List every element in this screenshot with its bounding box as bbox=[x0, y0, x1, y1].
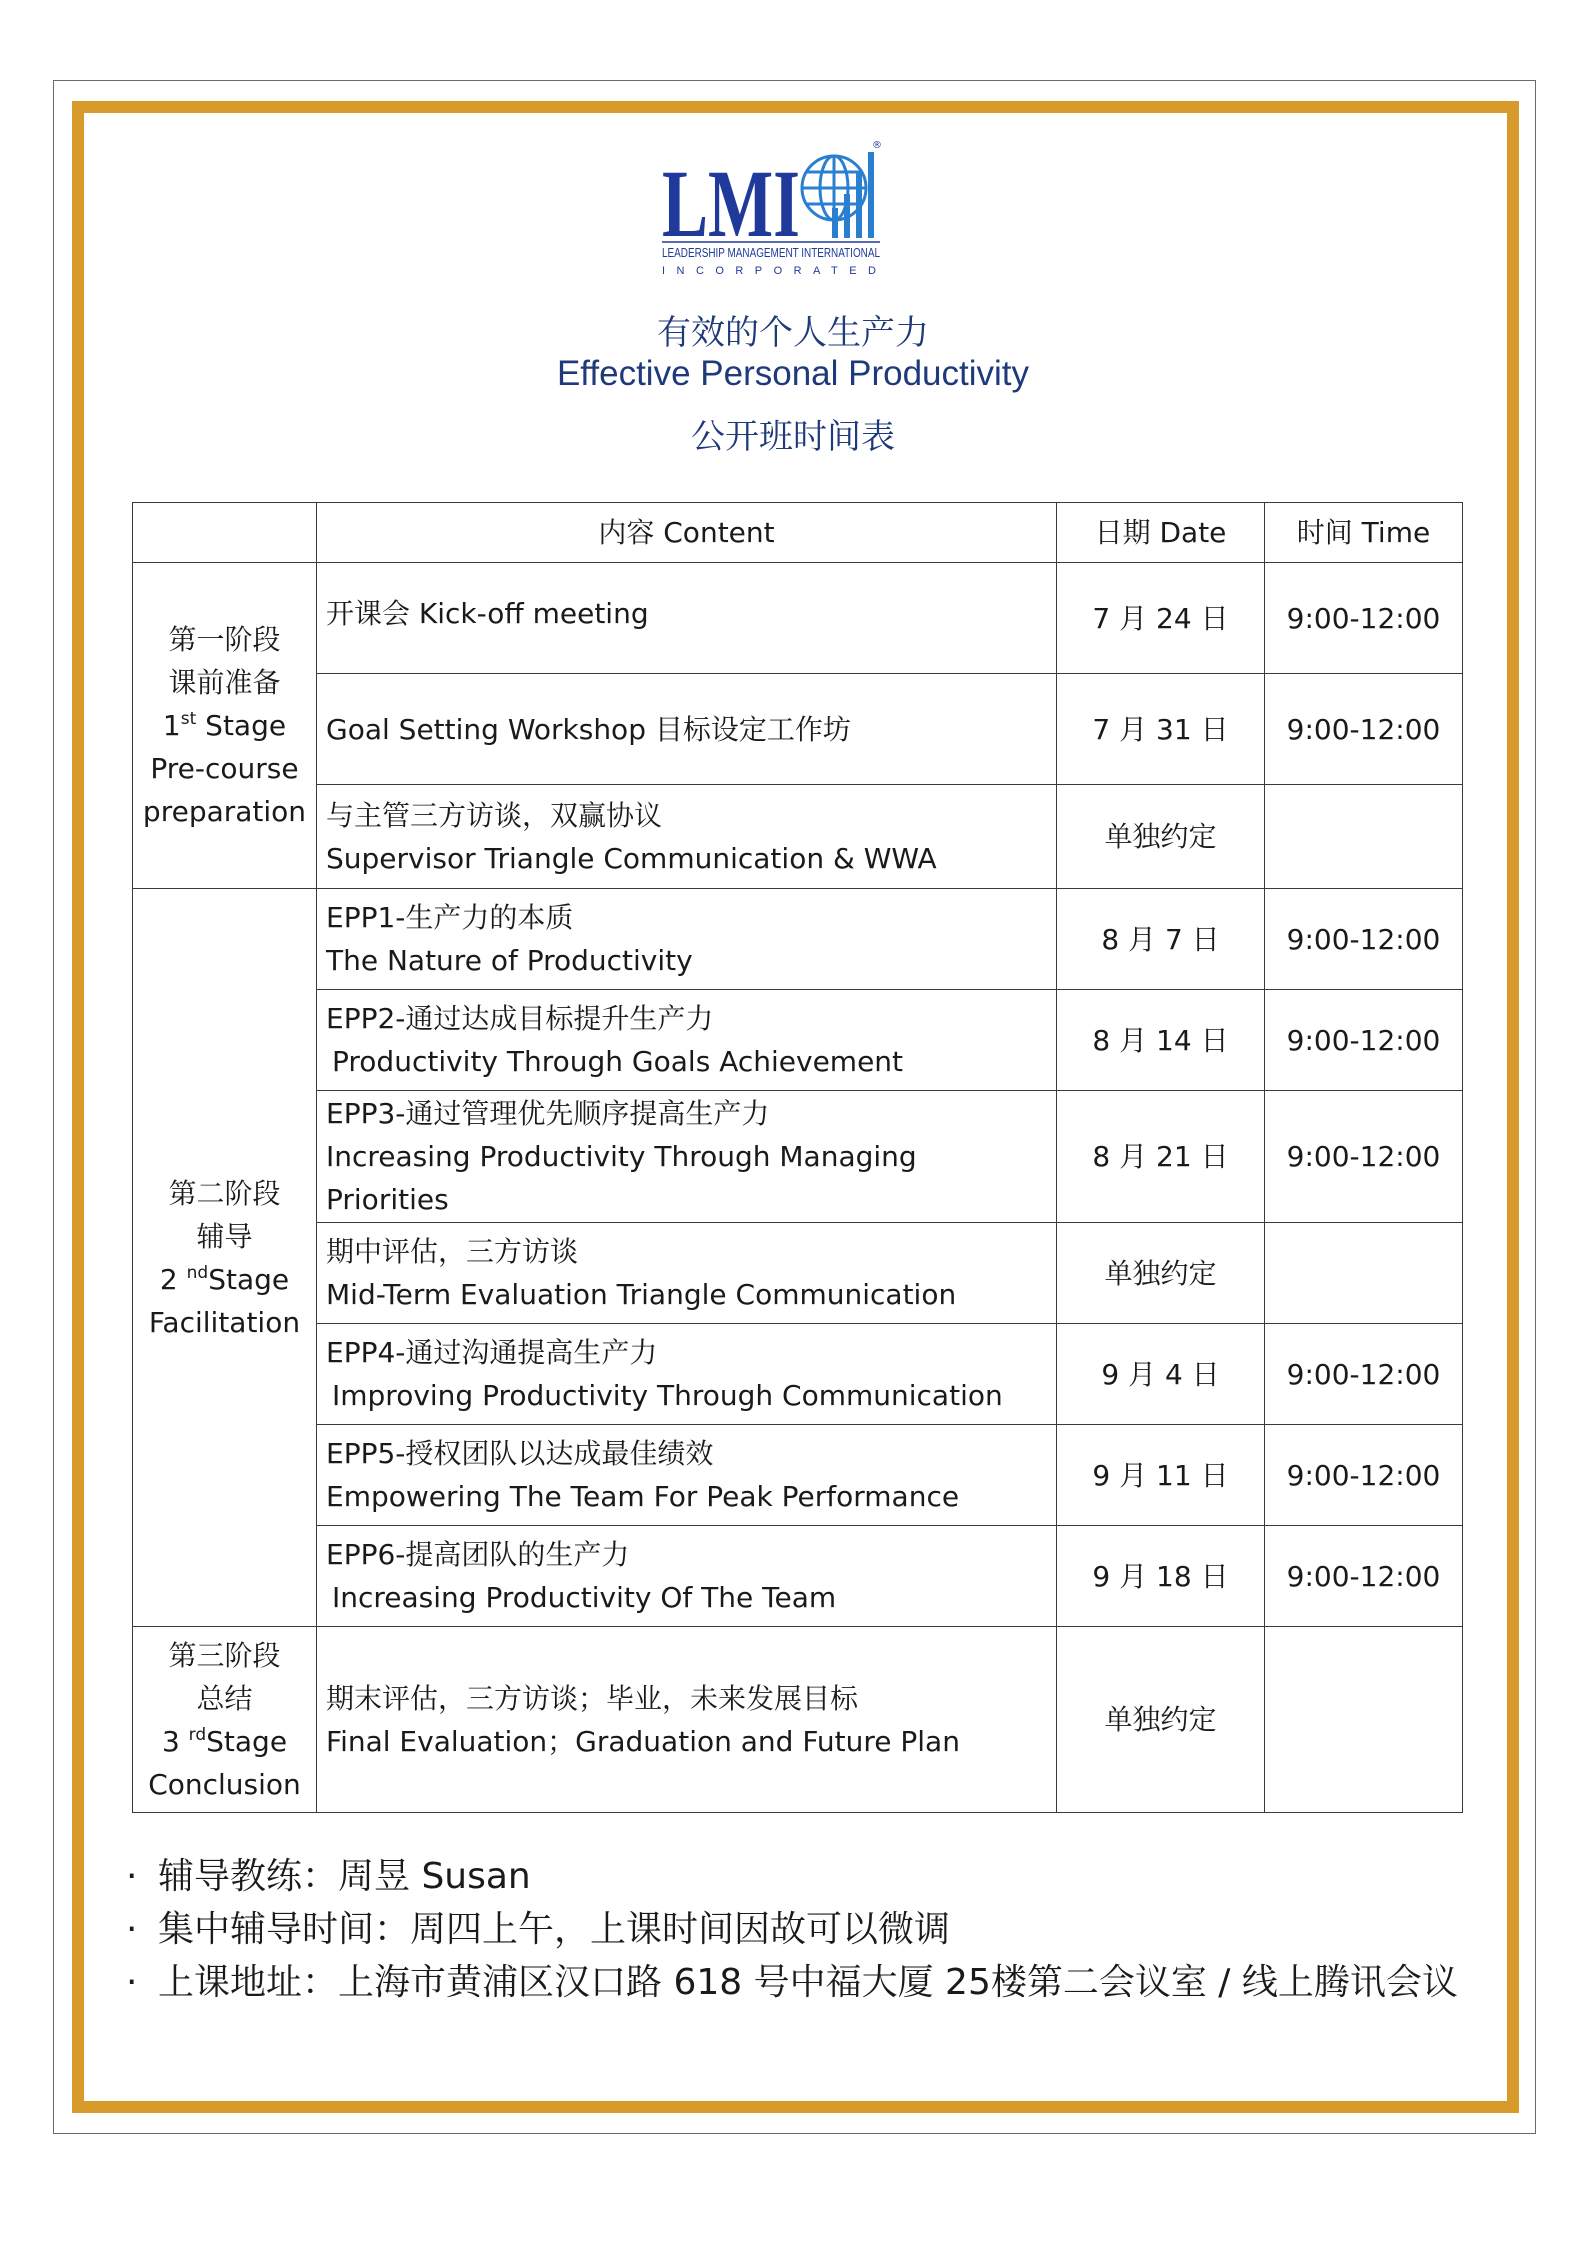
svg-text:INCORPORATED: INCORPORATED bbox=[662, 265, 880, 277]
time-cell: 9:00-12:00 bbox=[1265, 1425, 1463, 1526]
title-chinese: 有效的个人生产力 bbox=[657, 313, 929, 353]
stage-1-cell bbox=[133, 563, 317, 889]
notes-list bbox=[126, 1850, 1458, 2009]
stage-label: 第一阶段 bbox=[168, 623, 281, 656]
time-cell: 9:00-12:00 bbox=[1265, 1324, 1463, 1425]
table-row bbox=[133, 1627, 1463, 1813]
stage-label: Conclusion bbox=[148, 1767, 301, 1801]
table-row bbox=[133, 1223, 1463, 1324]
content-cell: EPP1-生产力的本质 The Nature of Productivity bbox=[317, 889, 1057, 990]
stage-number: 3 $^{rd}$Stage bbox=[161, 1724, 288, 1758]
stage-label: Facilitation bbox=[148, 1305, 301, 1339]
content-cell: 期末评估，三方访谈；毕业，未来发展目标 Final Evaluation；Graduation and Future Plan bbox=[317, 1627, 1057, 1813]
time-cell bbox=[1265, 785, 1463, 889]
table-row bbox=[133, 1324, 1463, 1425]
schedule-table bbox=[132, 502, 1463, 1813]
note-coach: · 辅导教练：周昱 Susan bbox=[126, 1856, 531, 1897]
time-cell: 9:00-12:00 bbox=[1265, 1526, 1463, 1627]
table-row bbox=[133, 1091, 1463, 1223]
lmi-logo bbox=[660, 138, 890, 286]
content-cell: 期中评估，三方访谈 Mid-Term Evaluation Triangle Communication bbox=[317, 1223, 1057, 1324]
time-cell: 9:00-12:00 bbox=[1265, 1091, 1463, 1223]
stage-label: Pre-course bbox=[150, 752, 299, 785]
time-cell: 9:00-12:00 bbox=[1265, 563, 1463, 674]
stage-label: 课前准备 bbox=[168, 666, 281, 699]
date-cell: 单独约定 bbox=[1057, 1223, 1265, 1324]
stage-number: 1st Stage bbox=[162, 709, 287, 742]
note-address: · 上课地址：上海市黄浦区汉口路 618 号中福大厦 25楼第二会议室 / 线上腾讯会议 bbox=[126, 1962, 1458, 2003]
svg-text:LEADERSHIP MANAGEMENT INTERNAT: LEADERSHIP MANAGEMENT INTERNATIONAL bbox=[662, 245, 880, 260]
svg-text:LMI: LMI bbox=[662, 150, 800, 257]
content-cell: EPP2-通过达成目标提升生产力 Productivity Through Goals Achievement bbox=[317, 990, 1057, 1091]
date-cell: 9 月 4 日 bbox=[1057, 1324, 1265, 1425]
time-cell bbox=[1265, 1223, 1463, 1324]
header-stage bbox=[133, 503, 317, 563]
time-cell: 9:00-12:00 bbox=[1265, 674, 1463, 785]
content-cell: EPP4-通过沟通提高生产力 Improving Productivity Through Communication bbox=[317, 1324, 1057, 1425]
date-cell: 9 月 11 日 bbox=[1057, 1425, 1265, 1526]
date-cell: 7 月 24 日 bbox=[1057, 563, 1265, 674]
stage-2-cell bbox=[133, 889, 317, 1627]
date-cell: 9 月 18 日 bbox=[1057, 1526, 1265, 1627]
time-cell bbox=[1265, 1627, 1463, 1813]
date-cell: 8 月 14 日 bbox=[1057, 990, 1265, 1091]
stage-label: 第三阶段 bbox=[168, 1638, 281, 1672]
time-cell: 9:00-12:00 bbox=[1265, 889, 1463, 990]
schedule-subtitle: 公开班时间表 bbox=[691, 417, 895, 457]
header-time: 时间 Time bbox=[1265, 503, 1463, 563]
date-cell: 8 月 21 日 bbox=[1057, 1091, 1265, 1223]
date-cell: 8 月 7 日 bbox=[1057, 889, 1265, 990]
title-english: Effective Personal Productivity bbox=[556, 354, 1030, 393]
stage-3-cell bbox=[133, 1627, 317, 1813]
content-cell: 开课会 Kick-off meeting bbox=[317, 563, 1057, 674]
content-cell: 与主管三方访谈，双赢协议 Supervisor Triangle Communication & WWA bbox=[317, 785, 1057, 889]
date-cell: 单独约定 bbox=[1057, 1627, 1265, 1813]
table-row bbox=[133, 674, 1463, 785]
header-content: 内容 Content bbox=[317, 503, 1057, 563]
table-header-row bbox=[133, 503, 1463, 563]
content-cell: EPP3-通过管理优先顺序提高生产力 Increasing Productivity Through Managing Priorities bbox=[317, 1091, 1057, 1223]
header-date: 日期 Date bbox=[1057, 503, 1265, 563]
content-cell: Goal Setting Workshop 目标设定工作坊 bbox=[317, 674, 1057, 785]
stage-number: 2 $^{nd}$Stage bbox=[159, 1262, 290, 1296]
stage-label: 辅导 bbox=[196, 1219, 253, 1253]
table-row bbox=[133, 990, 1463, 1091]
note-time: · 集中辅导时间：周四上午，上课时间因故可以微调 bbox=[126, 1909, 951, 1950]
date-cell: 7 月 31 日 bbox=[1057, 674, 1265, 785]
svg-text:®: ® bbox=[872, 140, 882, 151]
table-row bbox=[133, 785, 1463, 889]
table-row bbox=[133, 563, 1463, 674]
bar-graph-icon bbox=[832, 152, 874, 238]
stage-label: 总结 bbox=[196, 1681, 253, 1715]
content-cell: EPP6-提高团队的生产力 Increasing Productivity Of The Team bbox=[317, 1526, 1057, 1627]
stage-label: 第二阶段 bbox=[168, 1176, 281, 1210]
content-cell: EPP5-授权团队以达成最佳绩效 Empowering The Team For Peak Performance bbox=[317, 1425, 1057, 1526]
table-row bbox=[133, 1425, 1463, 1526]
date-cell: 单独约定 bbox=[1057, 785, 1265, 889]
table-row bbox=[133, 889, 1463, 990]
time-cell: 9:00-12:00 bbox=[1265, 990, 1463, 1091]
table-row bbox=[133, 1526, 1463, 1627]
stage-label: preparation bbox=[142, 795, 307, 828]
